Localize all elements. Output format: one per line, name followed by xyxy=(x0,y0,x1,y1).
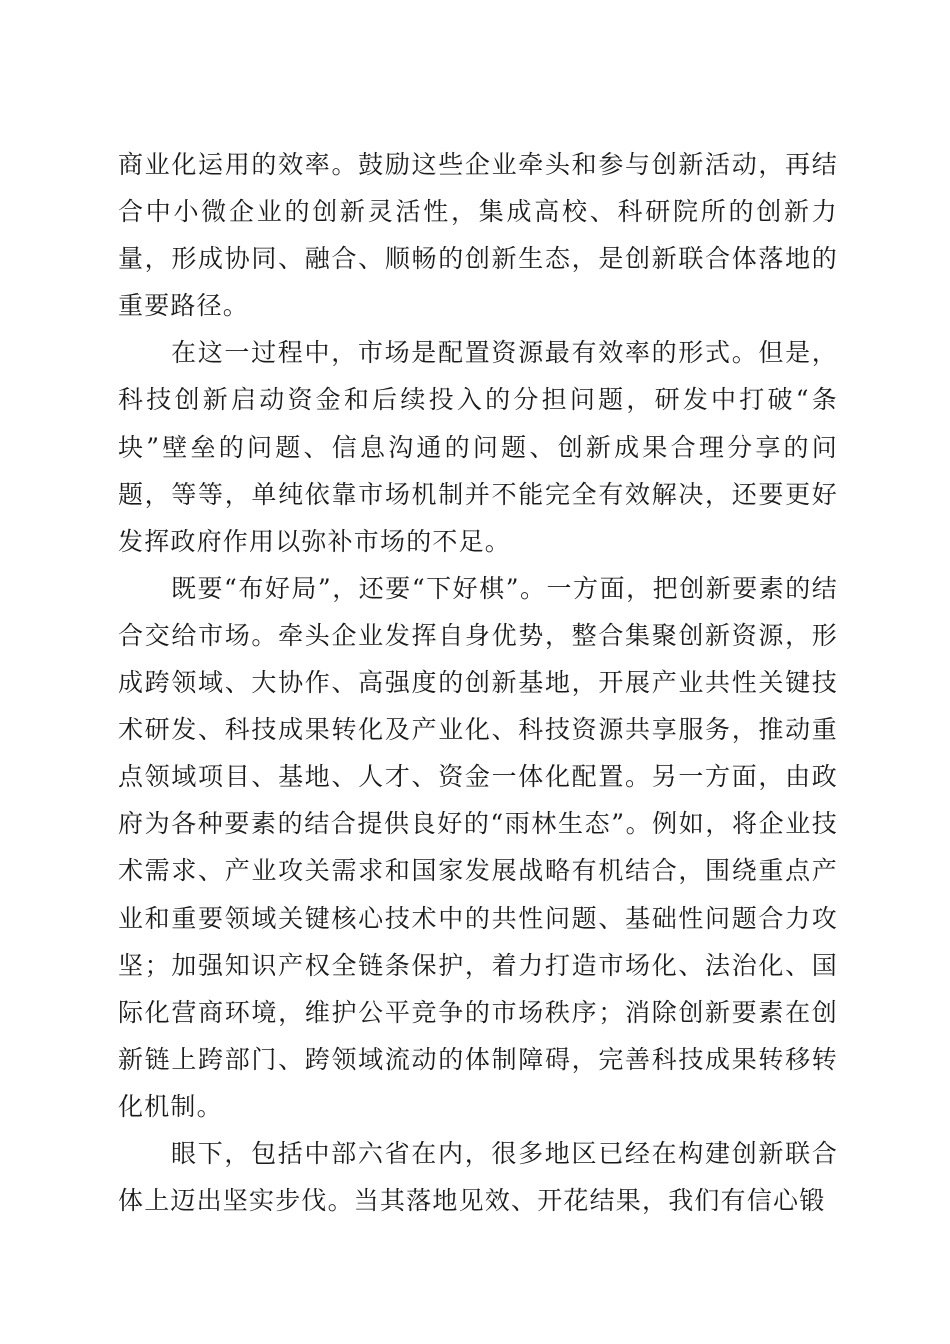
paragraph-1: 商业化运用的效率。鼓励这些企业牵头和参与创新活动，再结合中小微企业的创新灵活性，集成高校、科研院所的创新力量，形成协同、融合、顺畅的创新生态，是创新联合体落地的重要路径。 xyxy=(118,150,838,321)
paragraph-3: 既要“布好局”，还要“下好棋”。一方面，把创新要素的结合交给市场。牵头企业发挥自身优势，整合集聚创新资源，形成跨领域、大协作、高强度的创新基地，开展产业共性关键技术研发、科技成果转化及产业化、科技资源共享服务，推动重点领域项目、基地、人才、资金一体化配置。另一方面，由政府为各种要素的结合提供良好的“雨林生态”。例如，将企业技术需求、产业攻关需求和国家发展战略有机结合，围绕重点产业和重要领域关键核心技术中的共性问题、基础性问题合力攻坚；加强知识产权全链条保护，着力打造市场化、法治化、国际化营商环境，维护公平竞争的市场秩序；消除创新要素在创新链上跨部门、跨领域流动的体制障碍，完善科技成果转移转化机制。 xyxy=(118,573,838,1121)
article-body xyxy=(118,141,838,1224)
paragraph-4: 眼下，包括中部六省在内，很多地区已经在构建创新联合体上迈出坚实步伐。当其落地见效、开花结果，我们有信心锻 xyxy=(118,1138,838,1216)
paragraph-2: 在这一过程中，市场是配置资源最有效率的形式。但是，科技创新启动资金和后续投入的分担问题，研发中打破“条块”壁垒的问题、信息沟通的问题、创新成果合理分享的问题，等等，单纯依靠市场机制并不能完全有效解决，还要更好发挥政府作用以弥补市场的不足。 xyxy=(118,338,838,556)
